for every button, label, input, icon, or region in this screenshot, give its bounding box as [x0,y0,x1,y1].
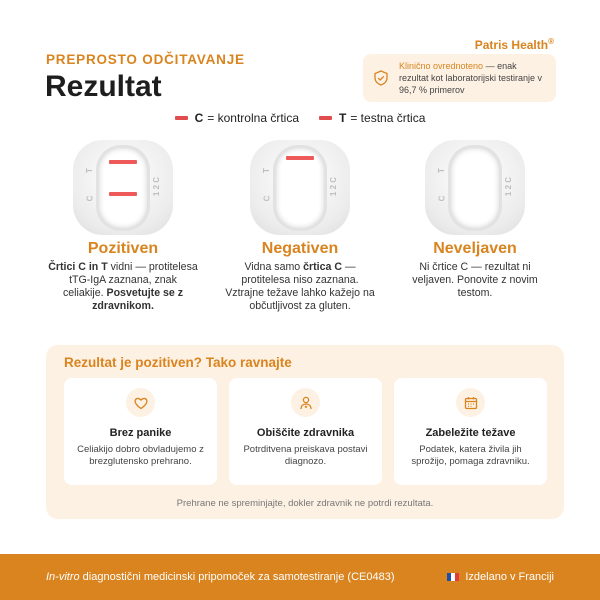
card-description: Potrditvena preiskava postavi diagnozo. [243,444,368,467]
result-title: Pozitiven [87,240,159,257]
legend-letter: C [194,111,204,125]
france-flag-icon [447,573,459,581]
eyebrow: PREPROSTO ODČITAVANJE [46,52,245,67]
registered-mark: ® [548,37,554,46]
footer-italic: In-vitro [46,571,80,583]
card-title: Obiščite zdravnika [256,427,355,439]
cassette-label-t: T [261,168,271,173]
footer-text: diagnostični medicinski pripomoček za samotestiranje (CE0483) [79,571,395,583]
result-title: Neveljaven [433,240,517,257]
footer [0,554,600,600]
test-result-1 [215,140,385,313]
result-emphasis: Črtici C in T [48,261,108,273]
cassette-label-nums: 1 2 C [152,176,162,197]
result-window [276,148,324,228]
panel-note: Prehrane ne spreminjajte, dokler zdravnik ne potrdi rezultata. [176,498,434,509]
result-line [286,156,314,160]
heart-icon [126,388,155,417]
test-cassette [240,140,360,240]
company-label: Patris Health [474,38,549,52]
card-title: Zabeležite težave [425,427,516,439]
cassette-label-t: T [84,168,94,173]
footer-disclaimer [46,571,395,583]
calendar-icon [456,388,485,417]
card-log-symptoms [394,378,547,485]
cassette-label-nums: 1 2 C [329,176,339,197]
legend-text: = testna črtica [350,111,426,125]
cassette-label-c: C [437,195,447,202]
card-visit-doctor [229,378,382,485]
test-result-0 [38,140,208,313]
validation-badge [363,54,556,102]
result-description: Črtici C in T vidni — protitelesa tTG-IgA zaznana, znak celiakije. Posvetujte se z zdravnikom. [48,261,198,312]
page-title: Rezultat [45,70,162,103]
result-line [109,160,137,164]
cassette-label-c: C [262,195,272,202]
legend-item-test [319,111,425,125]
card-no-panic [64,378,217,485]
validation-detail: — enak rezultat kot laboratorijski testiranje v 96,7 % primerov [399,61,543,95]
result-window [451,148,499,228]
validation-highlight: Klinično ovrednoteno [399,61,484,71]
cassette-label-nums: 1 2 C [504,176,514,197]
card-description: Celiakijo dobro obvladujemo z brezglutenskо prehrano. [77,444,204,467]
card-title: Brez panike [109,427,172,439]
legend [0,111,600,125]
line-swatch [175,116,188,120]
company-name [475,37,554,52]
footer-origin-text: Izdelano v Franciji [465,571,554,583]
next-steps-panel [46,345,564,519]
result-description: Ni črtice C — rezultat ni veljaven. Ponovite z novim testom. [412,261,538,299]
result-emphasis: črtica C [303,261,343,273]
validation-text [399,60,546,96]
test-cassette [63,140,183,240]
shield-check-icon [373,70,389,86]
card-description: Podatek, katera živila jih sprožijo, pomaga zdravniku. [411,444,530,467]
doctor-icon [291,388,320,417]
result-description: Vidna samo črtica C — protitelesa niso zaznana. Vztrajne težave lahko kažejo na občutljivost za gluten. [225,261,375,312]
legend-text: = kontrolna črtica [207,111,299,125]
test-cassette [415,140,535,240]
cassette-label-c: C [85,195,95,202]
result-title: Negativen [261,240,339,257]
result-emphasis: Posvetujte se z zdravnikom. [92,287,184,312]
legend-item-control [175,111,299,125]
cassette-label-t: T [436,168,446,173]
line-swatch [319,116,332,120]
footer-origin [447,571,554,583]
legend-letter: T [339,111,347,125]
result-line [109,192,137,196]
test-result-2 [390,140,560,300]
panel-title: Rezultat je pozitiven? Tako ravnajte [64,355,292,370]
